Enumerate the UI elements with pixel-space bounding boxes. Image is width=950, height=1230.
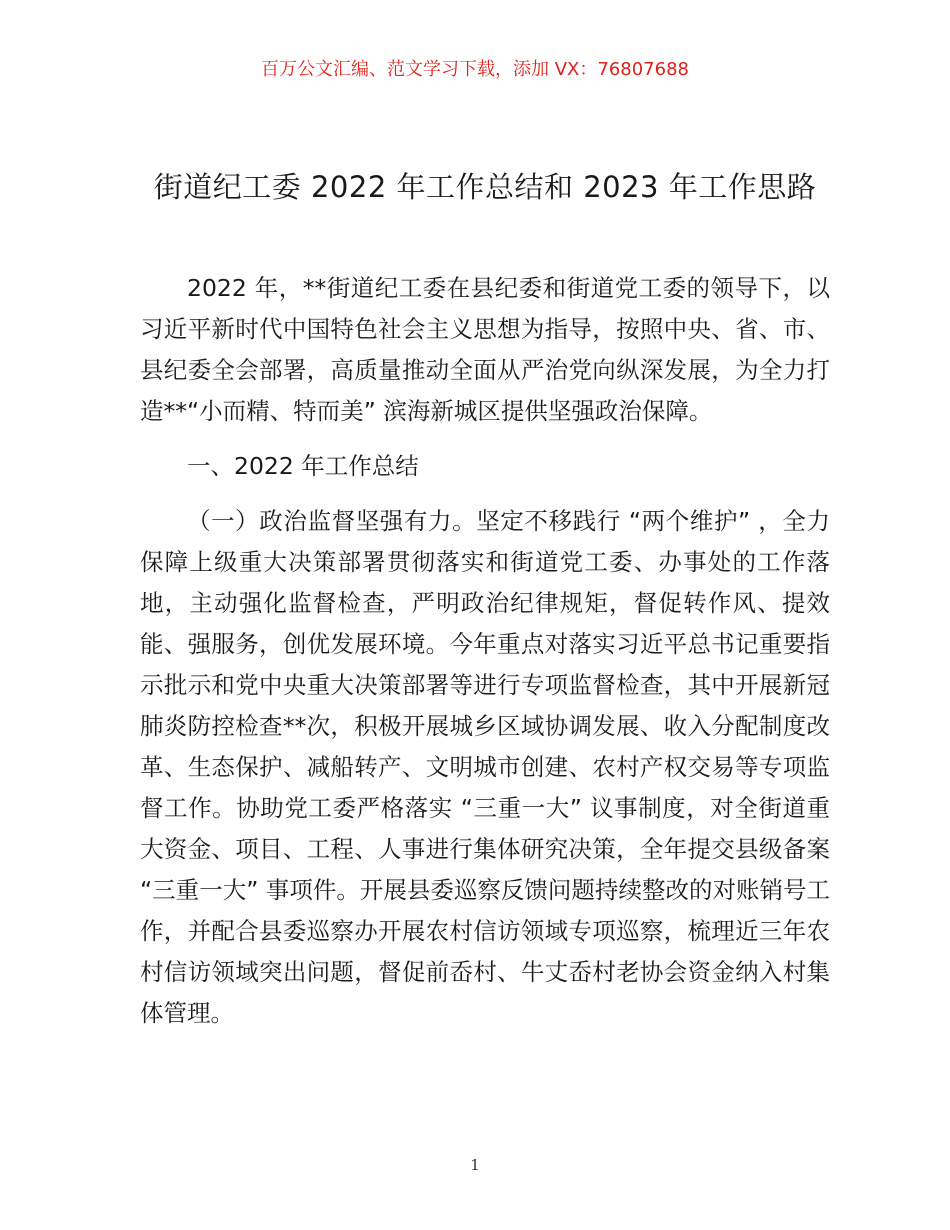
document-title: 街道纪工委 2022 年工作总结和 2023 年工作思路 xyxy=(153,170,817,204)
page-number: 1 xyxy=(470,1156,480,1174)
download-banner: 百万公文汇编、范文学习下载，添加 VX：76807688 xyxy=(261,59,689,80)
section-heading: 一、2022 年工作总结 xyxy=(187,452,419,480)
document-body xyxy=(140,268,830,1034)
section-paragraph: （一）政治监督坚强有力。坚定不移践行 “两个维护” ，全力保障上级重大决策部署贯彻落实和街道党工委、办事处的工作落地，主动强化监督检查，严明政治纪律规矩，督促转作风、提效能、强服务，创优发展环境。今年重点对落实习近平总书记重要指示批示和党中央重大决策部署等进行专项监督检查，其中开展新冠肺炎防控检查**次，积极开展城乡区域协调发展、收入分配制度改革、生态保护、减船转产、文明城市创建、农村产权交易等专项监督工作。协助党工委严格落实 “三重一大” 议事制度，对全街道重大资金、项目、工程、人事进行集体研究决策，全年提交县级备案 “三重一大” 事项件。开展县委巡察反馈问题持续整改的对账销号工作，并配合县委巡察办开展农村信访领域专项巡察，梳理近三年农村信访领域突出问题，督促前岙村、牛丈岙村老协会资金纳入村集体管理。 xyxy=(140,507,830,1027)
intro-paragraph: 2022 年，**街道纪工委在县纪委和街道党工委的领导下，以习近平新时代中国特色社会主义思想为指导，按照中央、省、市、县纪委全会部署，高质量推动全面从严治党向纵深发展，为全力打造**“小而精、特而美” 滨海新城区提供坚强政治保障。 xyxy=(140,274,830,425)
